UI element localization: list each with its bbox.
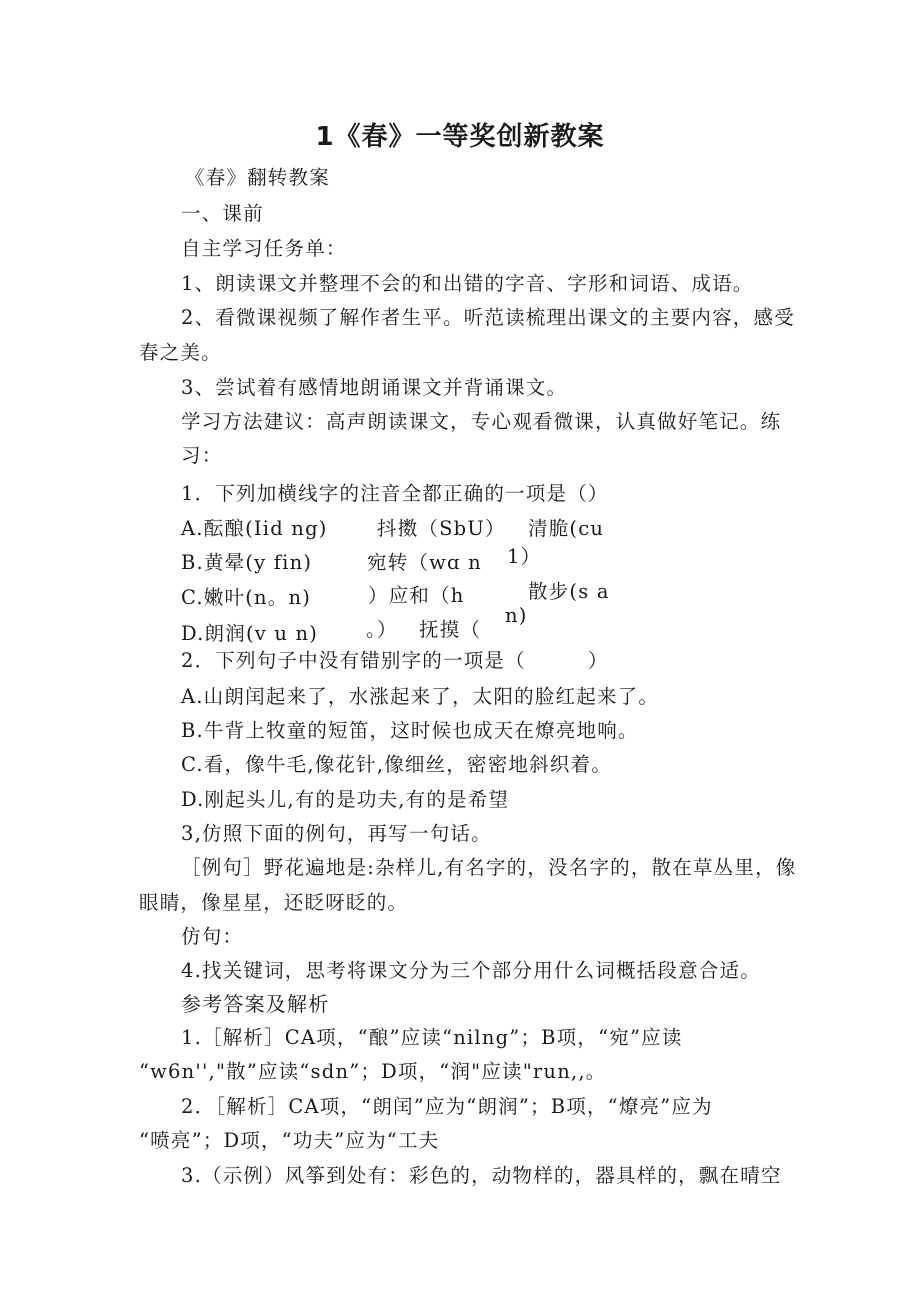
q1-option-b-3: 1） — [507, 545, 542, 568]
q2-option-a: A.山朗闰起来了，水涨起来了，太阳的脸红起来了。 — [181, 685, 660, 708]
task-1: 1、朗读课文并整理不会的和出错的字音、字形和词语、成语。 — [181, 272, 754, 295]
practice-label: 习： — [181, 444, 223, 467]
q3-example-cont: 眼睛，像星星，还眨呀眨的。 — [139, 891, 409, 914]
q3-stem: 3,仿照下面的例句，再写一句话。 — [181, 822, 492, 845]
q2-option-d: D.刚起头儿,有的是功夫,有的是希望 — [181, 788, 510, 811]
answer-3: 3.（示例）风筝到处有：彩色的，动物样的，器具样的，飘在晴空 — [181, 1164, 782, 1187]
q2-option-c: C.看，像牛毛,像花针,像细丝，密密地斜织着。 — [181, 753, 612, 776]
q1-option-a-2: 抖擞（SbU） — [377, 517, 506, 540]
q3-example: ［例句］野花遍地是:杂样儿,有名字的，没名字的，散在草丛里，像 — [181, 856, 797, 879]
q1-option-b-2: 宛转（wɑ n — [367, 551, 482, 574]
section-heading: 一、课前 — [181, 202, 264, 225]
q1-stem: 1．下列加横线字的注音全都正确的一项是（） — [181, 482, 609, 505]
task-2: 2、看微课视频了解作者生平。听范读梳理出课文的主要内容，感受 — [181, 306, 795, 329]
answer-2: 2．［解析］CA项，“朗闰”应为“朗润”；B项，“燎亮”应为 — [181, 1095, 713, 1118]
q2-stem: 2．下列句子中没有错别字的一项是（ ） — [181, 649, 609, 672]
answer-2-cont: “喷亮”；D项，“功夫”应为“工夫 — [139, 1129, 440, 1152]
answer-1: 1.［解析］CA项，“酿”应读“nilng”；B项，“宛”应读 — [181, 1026, 683, 1049]
q1-option-d-2: 。） — [366, 618, 398, 641]
q1-option-d-4: n) — [505, 604, 528, 627]
page-title: 1《春》一等奖创新教案 — [315, 122, 605, 152]
q1-option-c-2: ）应和（h — [368, 584, 465, 607]
q4-stem: 4.找关键词，思考将课文分为三个部分用什么词概括段意合适。 — [181, 959, 761, 982]
task-heading: 自主学习任务单： — [181, 237, 347, 260]
q1-option-d-3: 抚摸（ — [419, 618, 482, 641]
q1-option-c: C.嫩叶(n。n) — [181, 586, 312, 609]
answers-heading: 参考答案及解析 — [181, 992, 330, 1016]
method-advice: 学习方法建议：高声朗读课文，专心观看微课，认真做好笔记。练 — [181, 410, 782, 433]
q1-option-b: B.黄晕(y fin) — [181, 551, 313, 574]
answer-1-cont: “w6n'',"散”应读“sdn”；D项，“润"应读"run,,。 — [139, 1060, 607, 1083]
q1-option-a-3: 清脆(cu — [528, 517, 605, 540]
q1-option-c-3: 散步(s a — [528, 580, 610, 603]
q2-option-b: B.牛背上牧童的短笛，这时候也成天在燎亮地响。 — [181, 719, 639, 742]
q3-imitate-label: 仿句： — [181, 925, 244, 948]
task-2-cont: 春之美。 — [139, 341, 222, 364]
q1-option-d: D.朗润(v u n) — [181, 622, 319, 645]
q1-option-a: A.酝酿(Iid ng) — [181, 517, 328, 540]
task-3: 3、尝试着有感情地朗诵课文并背诵课文。 — [181, 376, 568, 399]
subtitle: 《春》翻转教案 — [185, 166, 330, 189]
